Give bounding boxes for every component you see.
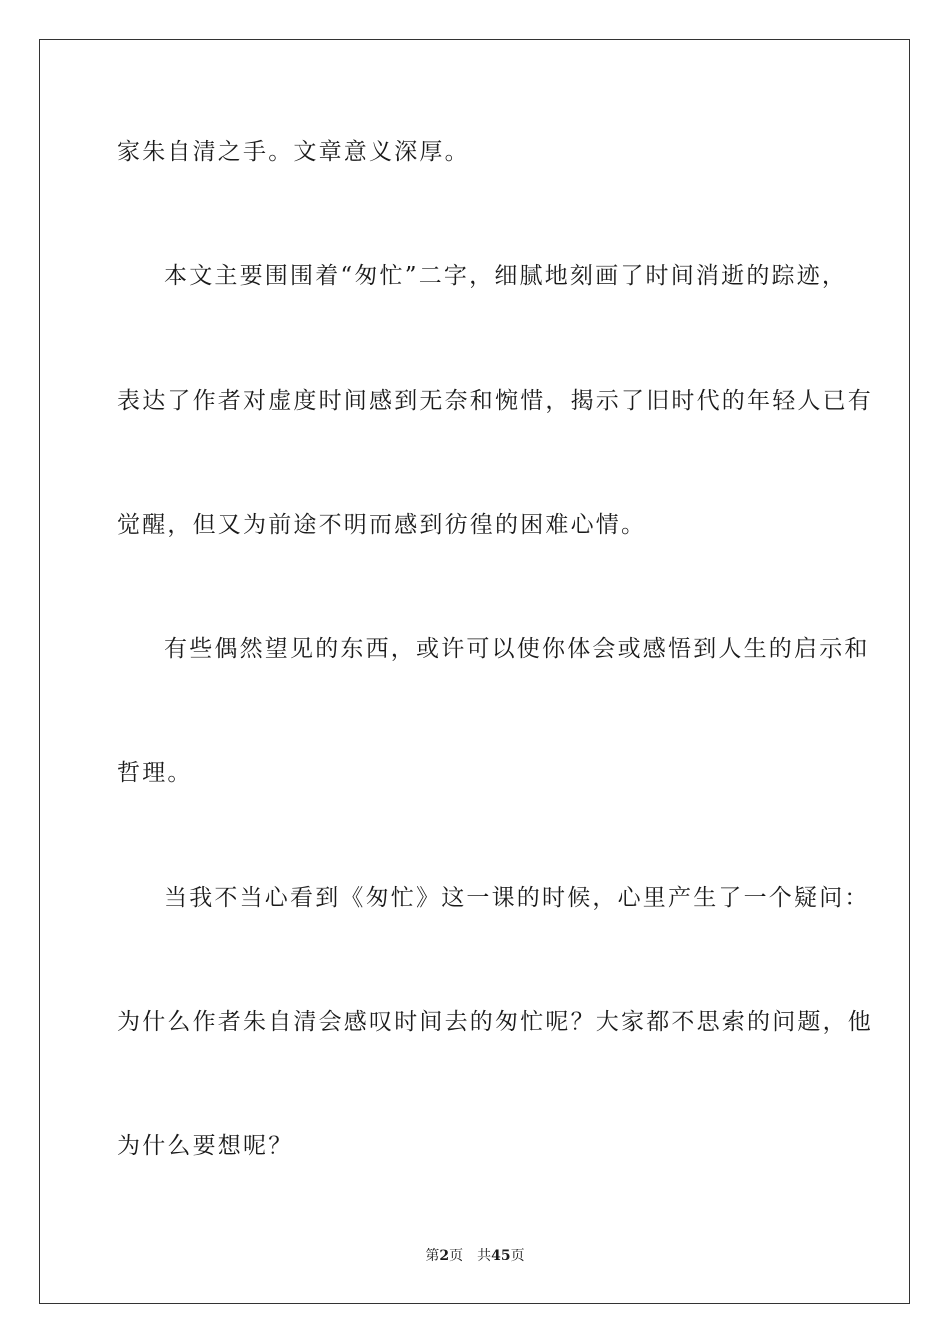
footer-prefix: 第 (425, 1248, 440, 1264)
text-line: 觉醒，但又为前途不明而感到彷徨的困难心情。 (117, 512, 647, 538)
text-line: 哲理。 (117, 760, 193, 786)
text-line: 当我不当心看到《匆忙》这一课的时候，心里产生了一个疑问： (164, 885, 870, 911)
page-footer (0, 1247, 950, 1265)
total-pages-number: 45 (491, 1248, 511, 1264)
footer-total-prefix: 共 (477, 1248, 492, 1264)
page-border (39, 39, 910, 1304)
text-line: 为什么要想呢？ (117, 1133, 294, 1159)
text-line: 为什么作者朱自清会感叹时间去的匆忙呢？大家都不思索的问题，他 (117, 1009, 873, 1035)
footer-total-suffix: 页 (510, 1248, 525, 1264)
text-line: 表达了作者对虚度时间感到无奈和惋惜，揭示了旧时代的年轻人已有 (117, 388, 873, 414)
footer-page-suffix: 页 (449, 1248, 464, 1264)
text-line: 有些偶然望见的东西，或许可以使你体会或感悟到人生的启示和 (164, 636, 870, 662)
text-line: 家朱自清之手。文章意义深厚。 (117, 139, 470, 165)
current-page-number: 2 (439, 1248, 450, 1264)
text-line: 本文主要围围着“匆忙”二字，细腻地刻画了时间消逝的踪迹， (164, 263, 848, 289)
